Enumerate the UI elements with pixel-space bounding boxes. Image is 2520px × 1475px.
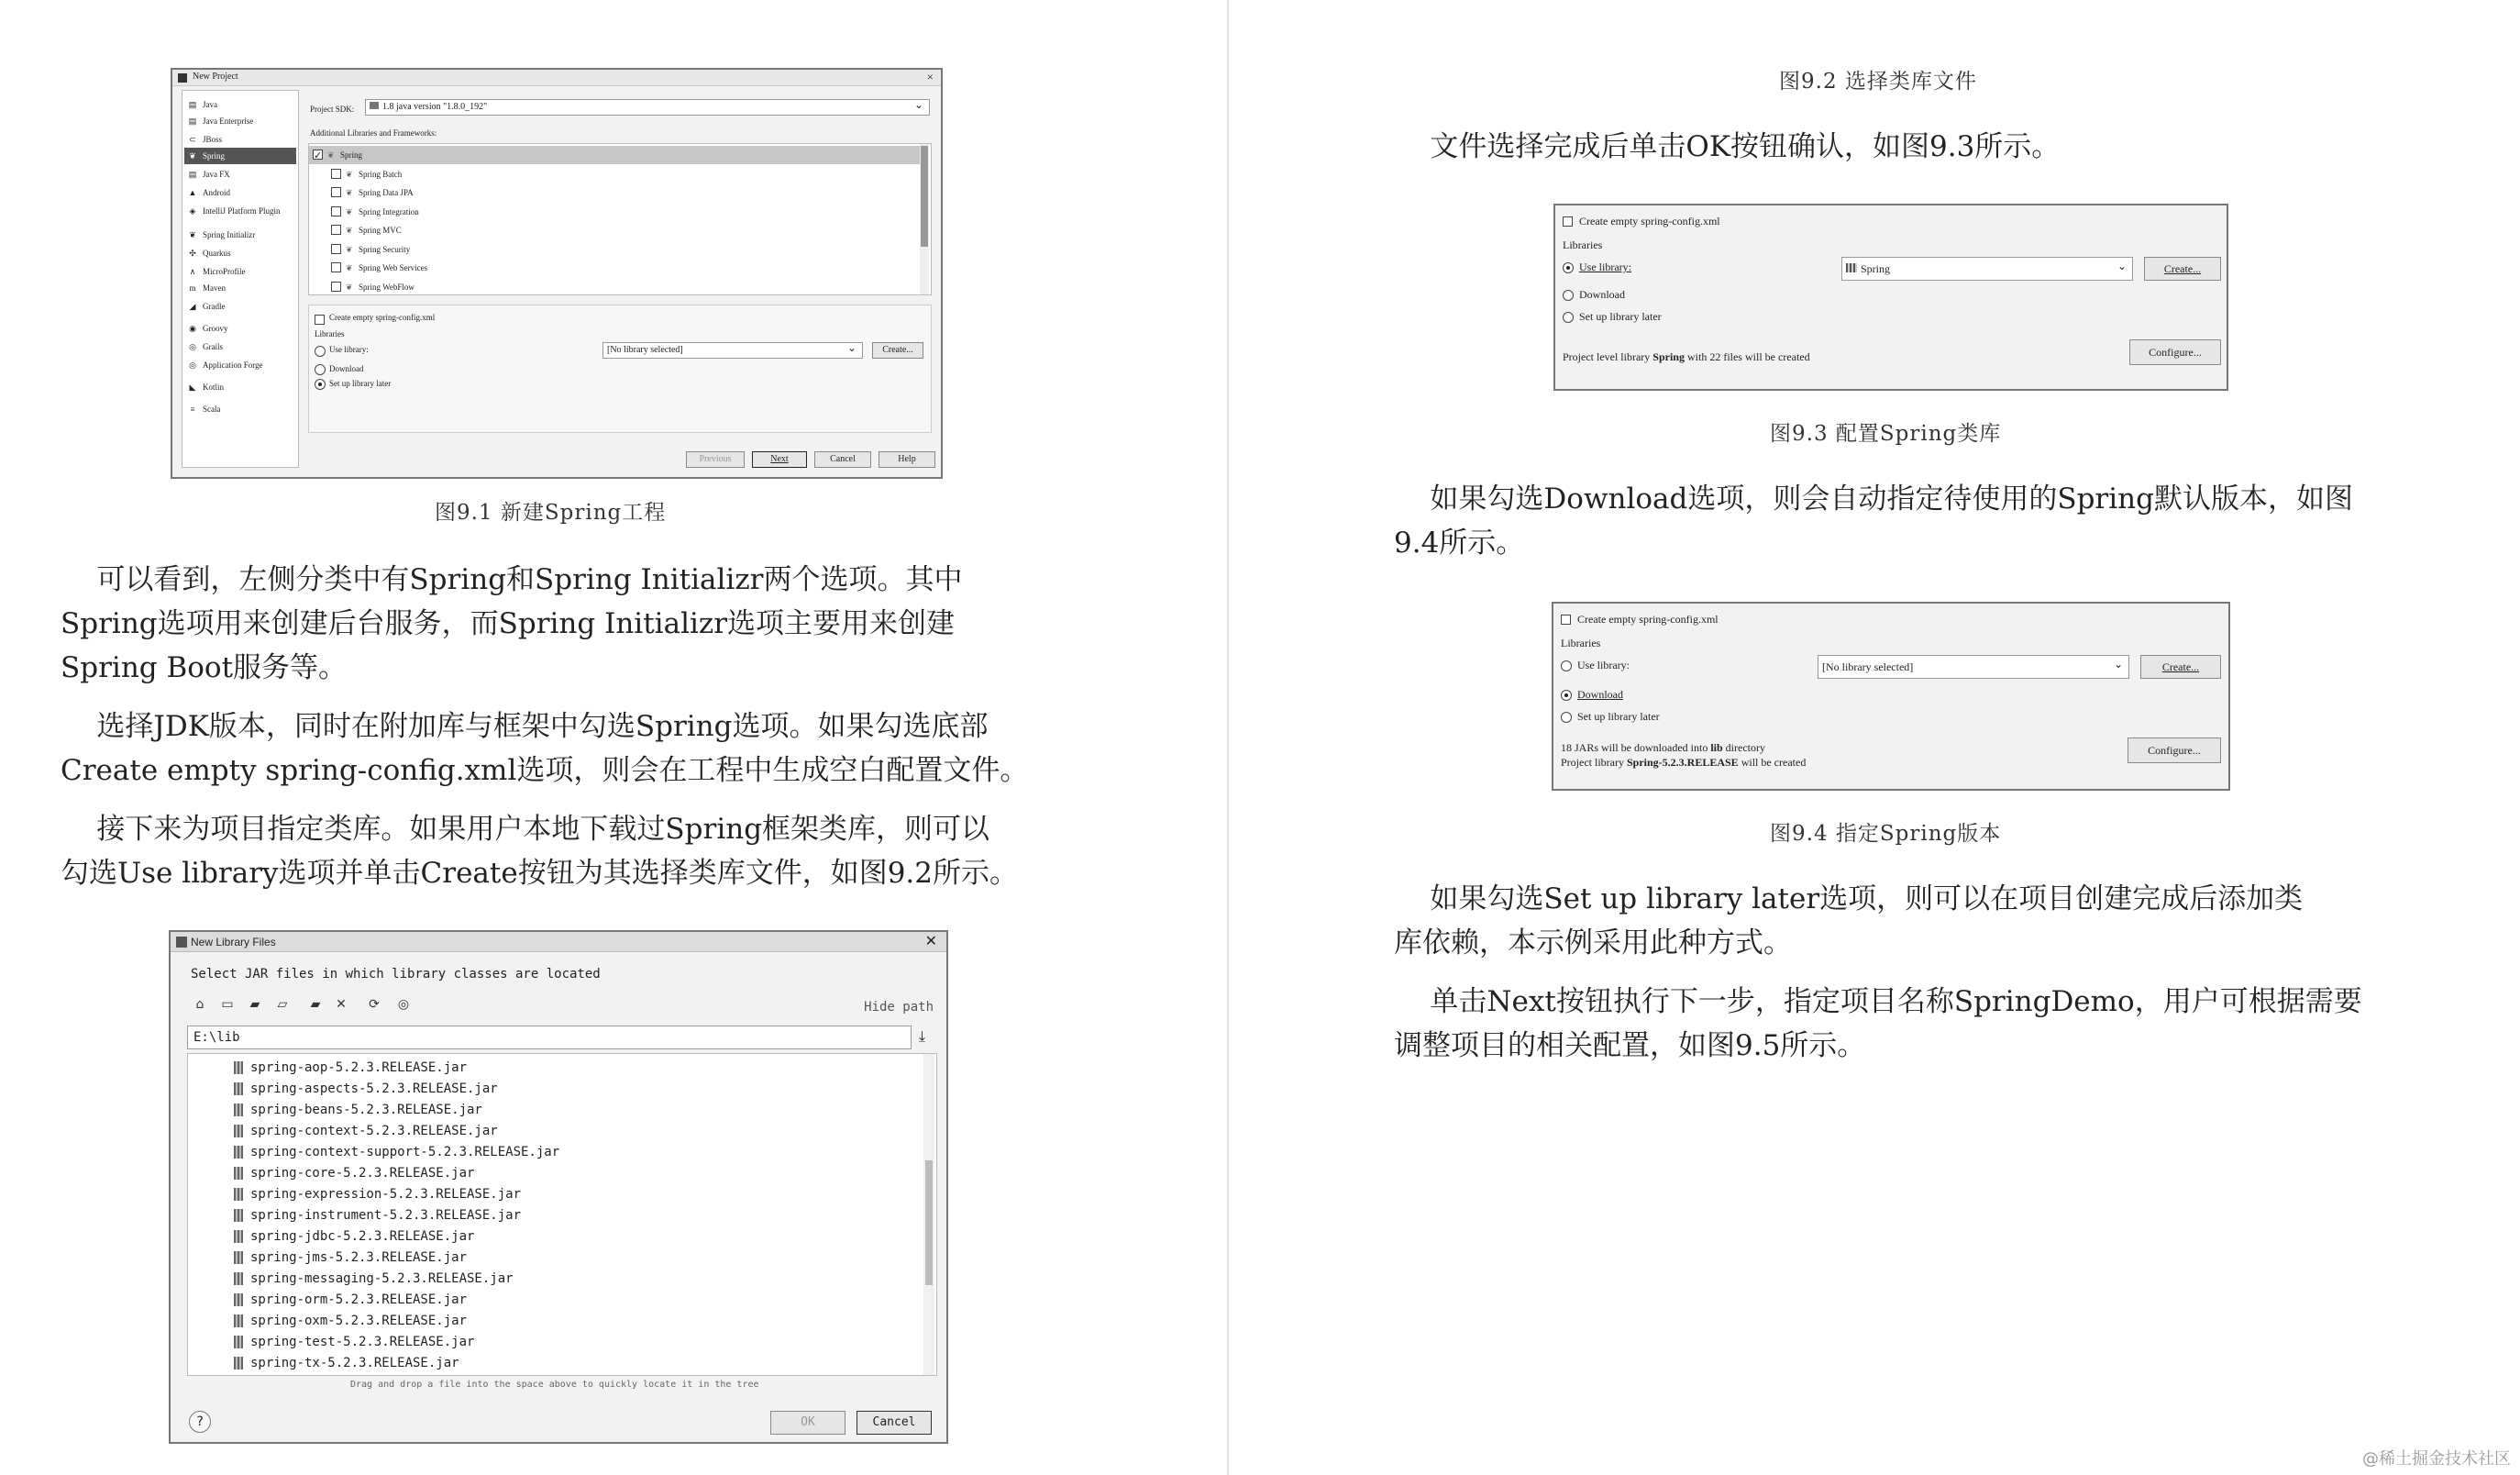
jar-file-row[interactable] (250, 1205, 521, 1225)
use-library-radio[interactable] (1561, 660, 1572, 671)
jar-file-row[interactable] (250, 1226, 474, 1247)
fig2-caption: 图9.2 选择类库文件 (1779, 70, 1977, 94)
framework-checkbox[interactable] (331, 169, 341, 179)
sidebar-item-label: Spring (203, 151, 226, 161)
download-radio[interactable] (1561, 690, 1572, 701)
sidebar-item[interactable] (184, 148, 296, 164)
watermark: @稀土掘金技术社区 (2362, 1449, 2511, 1469)
framework-row[interactable] (309, 240, 914, 259)
tree-scrollbar[interactable] (923, 1054, 934, 1375)
sidebar-item-label: Java (203, 100, 217, 109)
use-library-radio[interactable] (1563, 262, 1574, 273)
sidebar-item-label: Application Forge (203, 360, 263, 370)
framework-label: Spring (340, 150, 363, 160)
configure-button[interactable]: Configure... (2129, 339, 2221, 365)
microprofile-icon: ∧ (189, 267, 196, 276)
create-empty-checkbox[interactable] (1563, 216, 1573, 227)
window-title: New Project (193, 72, 238, 82)
sdk-value: 1.8 java version "1.8.0_192" (382, 102, 488, 112)
configure-button[interactable]: Configure... (2128, 738, 2221, 763)
library-select[interactable] (1818, 655, 2129, 679)
spring-library-config-panel (1553, 204, 2228, 391)
sidebar-item-label: Maven (203, 283, 226, 293)
sidebar-item-label: Spring Initializr (203, 230, 256, 239)
info2-library-name: Spring-5.2.3.RELEASE (1626, 756, 1739, 769)
jar-file-name: spring-messaging-5.2.3.RELEASE.jar (250, 1271, 514, 1286)
info2-suffix: will be created (1738, 756, 1807, 769)
jar-file-icon (234, 1209, 243, 1222)
sidebar-item[interactable] (184, 263, 296, 280)
jar-file-icon (234, 1167, 243, 1180)
next-button[interactable]: Next (752, 451, 807, 468)
framework-checkbox[interactable] (331, 225, 341, 235)
scrollbar-thumb[interactable] (925, 1160, 933, 1285)
window-titlebar (171, 932, 946, 952)
download-label: Download (1577, 688, 1623, 701)
library-info-text (1561, 756, 1806, 770)
gradle-icon: ◢ (189, 302, 196, 311)
setup-later-radio[interactable] (1563, 312, 1574, 323)
sidebar-item[interactable] (184, 131, 296, 148)
sidebar-item-label: Groovy (203, 324, 228, 333)
framework-label: Spring Integration (359, 206, 419, 216)
sidebar-item[interactable] (184, 320, 296, 337)
download-icon[interactable]: ⤓ (919, 1027, 926, 1045)
sidebar-item[interactable] (184, 401, 296, 417)
jar-file-icon (234, 1293, 243, 1306)
scrollbar-thumb[interactable] (921, 146, 928, 247)
path-input[interactable] (187, 1026, 912, 1049)
maven-icon: m (189, 283, 196, 293)
framework-label: Spring MVC (359, 226, 402, 235)
info-prefix: Project level library (1563, 350, 1653, 363)
sidebar-item-label: Scala (203, 405, 221, 414)
refresh-icon[interactable]: ⟳ (369, 997, 380, 1012)
jar-file-name: spring-jms-5.2.3.RELEASE.jar (250, 1250, 468, 1265)
create-button[interactable]: Create... (2140, 655, 2221, 679)
libraries-label: Libraries (315, 329, 345, 338)
library-select[interactable] (1841, 257, 2133, 281)
jar-file-icon (234, 1125, 243, 1137)
scala-icon: ≡ (190, 405, 195, 414)
project-type-sidebar (182, 90, 299, 468)
spring-leaf-icon: ❦ (346, 169, 353, 179)
library-select-value: [No library selected] (1822, 660, 1914, 673)
paragraph-3: 接下来为项目指定类库。如果用户本地下载过Spring框架类库，则可以 勾选Use library选项并单击Create按钮为其选择类库文件，如图9.2所示。 (61, 813, 1019, 890)
jar-file-icon (234, 1146, 243, 1159)
paragraph-7: 单击Next按钮执行下一步，指定项目名称SpringDemo，用户可根据需要 调整项目的相关配置，如图9.5所示。 (1394, 985, 2362, 1062)
sdk-select[interactable] (365, 99, 930, 116)
spring-leaf-icon: ❦ (346, 263, 353, 272)
frameworks-tree (308, 143, 932, 295)
create-empty-checkbox[interactable] (1561, 615, 1571, 625)
kotlin-icon: ◣ (189, 383, 196, 392)
folder-icon: ▤ (188, 100, 197, 109)
jar-file-name: spring-oxm-5.2.3.RELEASE.jar (250, 1314, 468, 1328)
sidebar-item-label: Gradle (203, 302, 226, 311)
setup-later-label: Set up library later (1577, 710, 1660, 723)
jar-file-icon (234, 1061, 243, 1074)
sidebar-item-label: Java FX (203, 170, 230, 179)
info-suffix: with 22 files will be created (1684, 350, 1810, 363)
android-icon: ▲ (188, 188, 197, 197)
jar-file-icon (234, 1357, 243, 1370)
use-library-label: Use library: (1579, 261, 1631, 273)
framework-row[interactable] (309, 259, 914, 277)
use-library-label: Use library: (329, 345, 369, 354)
info2-prefix: Project library (1561, 756, 1627, 769)
framework-row[interactable] (309, 183, 914, 202)
create-empty-checkbox[interactable] (315, 315, 325, 325)
sidebar-item-label: IntelliJ Platform Plugin (203, 206, 281, 216)
framework-checkbox[interactable] (313, 150, 323, 160)
spring-leaf-icon: ❦ (346, 188, 353, 197)
sdk-label: Project SDK: (310, 105, 355, 114)
jar-file-icon (234, 1251, 243, 1264)
hide-path-link[interactable]: Hide path (864, 1000, 934, 1015)
use-library-radio[interactable] (315, 346, 326, 357)
framework-label: Spring WebFlow (359, 282, 414, 292)
framework-checkbox[interactable] (331, 187, 341, 197)
jar-file-name: spring-aspects-5.2.3.RELEASE.jar (250, 1081, 498, 1096)
close-icon[interactable]: ✕ (924, 934, 937, 949)
library-info-text (1563, 350, 1810, 364)
fig4-caption: 图9.4 指定Spring版本 (1770, 822, 2002, 846)
jar-file-row[interactable] (250, 1058, 467, 1078)
download-info-text (1561, 741, 1765, 755)
sidebar-item[interactable] (184, 96, 296, 113)
paragraph-1: 可以看到，左侧分类中有Spring和Spring Initializr两个选项。其中 Spring选项用来创建后台服务，而Spring Initializr选项主要用来创建 Spring Boot服务等。 (61, 563, 963, 684)
home-icon[interactable]: ⌂ (195, 997, 204, 1012)
spring-leaf-icon: ❦ (346, 282, 353, 292)
jar-file-name: spring-expression-5.2.3.RELEASE.jar (250, 1187, 522, 1202)
sidebar-item[interactable] (184, 245, 296, 261)
download-label: Download (1579, 288, 1625, 301)
framework-label: Spring Data JPA (359, 188, 414, 197)
sidebar-item-label: Grails (203, 342, 223, 351)
library-select-value: Spring (1861, 262, 1891, 275)
framework-label: Spring Security (359, 244, 411, 254)
spring-leaf-icon: ❦ (327, 150, 335, 160)
instruction-text: Select JAR files in which library classes are located (191, 967, 601, 981)
setup-later-radio[interactable] (1561, 712, 1572, 723)
paragraph-6: 如果勾选Set up library later选项，则可以在项目创建完成后添加类 库依赖，本示例采用此种方式。 (1394, 882, 2304, 959)
right-page (1229, 0, 2520, 1475)
fig1-caption: 图9.1 新建Spring工程 (435, 501, 667, 525)
app-icon (178, 73, 187, 83)
download-label: Download (329, 364, 364, 373)
jar-file-name: spring-test-5.2.3.RELEASE.jar (250, 1335, 475, 1349)
app-icon (176, 937, 187, 948)
jar-file-row[interactable] (250, 1311, 467, 1331)
jar-file-icon (234, 1336, 243, 1348)
close-icon[interactable]: × (926, 70, 934, 83)
jboss-icon: ⊂ (189, 135, 196, 144)
jar-file-name: spring-aop-5.2.3.RELEASE.jar (250, 1060, 468, 1075)
libraries-label: Libraries (1561, 637, 1601, 649)
info1-dir: lib (1710, 741, 1723, 754)
framework-checkbox[interactable] (331, 282, 341, 292)
sidebar-item-label: Kotlin (203, 383, 225, 392)
paragraph-4: 文件选择完成后单击OK按钮确认，如图9.3所示。 (1394, 130, 2061, 163)
new-library-files-window (169, 930, 948, 1444)
setup-later-label: Set up library later (329, 379, 392, 388)
sidebar-item[interactable] (184, 379, 296, 395)
spring-options-panel (308, 305, 932, 433)
framework-label: Spring Batch (359, 169, 403, 179)
framework-row[interactable] (309, 278, 914, 296)
setup-later-label: Set up library later (1579, 310, 1662, 323)
folder-icon[interactable]: ▰ (249, 997, 260, 1012)
jar-file-name: spring-instrument-5.2.3.RELEASE.jar (250, 1208, 522, 1223)
sidebar-item[interactable] (184, 298, 296, 315)
new-folder-icon[interactable]: ▰ (310, 997, 321, 1012)
window-title: New Library Files (191, 936, 276, 948)
jar-file-row[interactable] (250, 1184, 521, 1204)
jar-file-row[interactable] (250, 1163, 474, 1183)
path-value: E:\lib (193, 1030, 240, 1045)
download-radio[interactable] (315, 364, 326, 375)
jar-file-name: spring-core-5.2.3.RELEASE.jar (250, 1166, 475, 1181)
sidebar-item[interactable] (184, 338, 296, 355)
desktop-icon[interactable]: ▭ (221, 997, 234, 1012)
create-empty-label: Create empty spring-config.xml (329, 313, 436, 322)
setup-later-radio[interactable] (315, 379, 326, 390)
use-library-label: Use library: (1577, 659, 1630, 671)
download-radio[interactable] (1563, 290, 1574, 301)
quarkus-icon: ✣ (189, 249, 196, 258)
create-empty-label: Create empty spring-config.xml (1579, 215, 1720, 227)
jar-file-icon (234, 1272, 243, 1285)
folder-up-icon[interactable]: ▱ (277, 997, 288, 1012)
jar-file-icon (234, 1230, 243, 1243)
drag-drop-hint: Drag and drop a file into the space above to quickly locate it in the tree (350, 1380, 759, 1390)
jar-file-row[interactable] (250, 1269, 514, 1289)
previous-button[interactable]: Previous (686, 451, 745, 468)
framework-row[interactable] (309, 146, 920, 164)
jar-file-name: spring-jdbc-5.2.3.RELEASE.jar (250, 1229, 475, 1244)
sidebar-item-label: Quarkus (203, 249, 231, 258)
framework-checkbox[interactable] (331, 262, 341, 272)
jar-file-row[interactable] (250, 1100, 482, 1120)
jar-file-name: spring-context-5.2.3.RELEASE.jar (250, 1124, 498, 1138)
fig3-caption: 图9.3 配置Spring类库 (1770, 422, 2002, 446)
jar-file-row[interactable] (250, 1248, 467, 1268)
create-button[interactable]: Create... (2144, 257, 2221, 281)
framework-checkbox[interactable] (331, 206, 341, 216)
forge-icon: ◎ (189, 360, 196, 370)
spring-leaf-icon: ❦ (189, 151, 196, 161)
jar-file-row[interactable] (250, 1290, 467, 1310)
additional-frameworks-label: Additional Libraries and Frameworks: (310, 128, 437, 138)
sidebar-item-label: MicroProfile (203, 267, 246, 276)
paragraph-5: 如果勾选Download选项，则会自动指定待使用的Spring默认版本，如图 9.4所示。 (1394, 482, 2353, 560)
sidebar-item[interactable] (184, 166, 296, 183)
jar-file-icon (234, 1082, 243, 1095)
sidebar-item[interactable] (184, 113, 296, 129)
jar-file-icon (234, 1314, 243, 1327)
create-button[interactable]: Create... (872, 342, 923, 359)
left-page (0, 0, 1227, 1475)
delete-icon[interactable]: ✕ (336, 997, 347, 1012)
sidebar-item-label: Java Enterprise (203, 116, 254, 126)
groovy-icon: ◉ (189, 324, 196, 333)
library-select[interactable] (602, 342, 863, 359)
jar-file-row[interactable] (250, 1353, 459, 1373)
info-library-name: Spring (1652, 350, 1685, 363)
jar-file-row[interactable] (250, 1142, 559, 1162)
sidebar-item[interactable] (184, 184, 296, 201)
library-icon (1846, 263, 1857, 272)
jar-file-name: spring-tx-5.2.3.RELEASE.jar (250, 1356, 459, 1370)
spring-leaf-icon: ❦ (346, 226, 353, 235)
new-project-window (171, 68, 943, 479)
cancel-button[interactable]: Cancel (814, 451, 871, 468)
grails-icon: ◎ (189, 342, 196, 351)
spring-leaf-icon: ❦ (189, 230, 196, 239)
show-hidden-icon[interactable]: ◎ (397, 997, 410, 1012)
spring-leaf-icon: ❦ (346, 244, 353, 254)
create-empty-label: Create empty spring-config.xml (1577, 613, 1719, 626)
info1-suffix: directory (1722, 741, 1765, 754)
jar-file-name: spring-orm-5.2.3.RELEASE.jar (250, 1292, 468, 1307)
jar-file-name: spring-beans-5.2.3.RELEASE.jar (250, 1103, 482, 1117)
jar-file-row[interactable] (250, 1121, 498, 1141)
jar-file-row[interactable] (250, 1079, 498, 1099)
spring-version-panel (1552, 602, 2230, 791)
paragraph-2: 选择JDK版本，同时在附加库与框架中勾选Spring选项。如果勾选底部 Create empty spring-config.xml选项，则会在工程中生成空白配置文件。 (61, 710, 1029, 787)
help-button[interactable]: Help (879, 451, 935, 468)
library-select-value: [No library selected] (607, 345, 683, 355)
libraries-label: Libraries (1563, 238, 1603, 251)
sidebar-item[interactable] (184, 203, 296, 219)
tree-scrollbar[interactable] (920, 144, 929, 294)
sidebar-item-label: Android (203, 188, 230, 197)
window-titlebar (172, 70, 941, 86)
framework-label: Spring Web Services (359, 263, 428, 272)
help-button[interactable]: ? (189, 1411, 211, 1433)
info1-prefix: 18 JARs will be downloaded into (1561, 741, 1711, 754)
jar-file-icon (234, 1188, 243, 1201)
sidebar-item[interactable] (184, 357, 296, 373)
framework-row[interactable] (309, 221, 914, 239)
sidebar-item-label: JBoss (203, 135, 223, 144)
jdk-folder-icon (370, 102, 379, 109)
file-tree (187, 1053, 937, 1376)
sidebar-item[interactable] (184, 227, 296, 243)
folder-icon: ▤ (188, 116, 197, 126)
plugin-icon: ◈ (189, 206, 196, 216)
framework-checkbox[interactable] (331, 244, 341, 254)
jar-file-icon (234, 1103, 243, 1116)
jar-file-row[interactable] (250, 1332, 474, 1352)
cancel-button[interactable]: Cancel (857, 1411, 932, 1435)
framework-row[interactable] (309, 165, 914, 183)
framework-row[interactable] (309, 203, 914, 221)
sidebar-item[interactable] (184, 280, 296, 296)
spring-leaf-icon: ❦ (346, 206, 353, 216)
jar-file-name: spring-context-support-5.2.3.RELEASE.jar (250, 1145, 560, 1159)
folder-icon: ▤ (188, 170, 197, 179)
ok-button[interactable]: OK (770, 1411, 846, 1435)
